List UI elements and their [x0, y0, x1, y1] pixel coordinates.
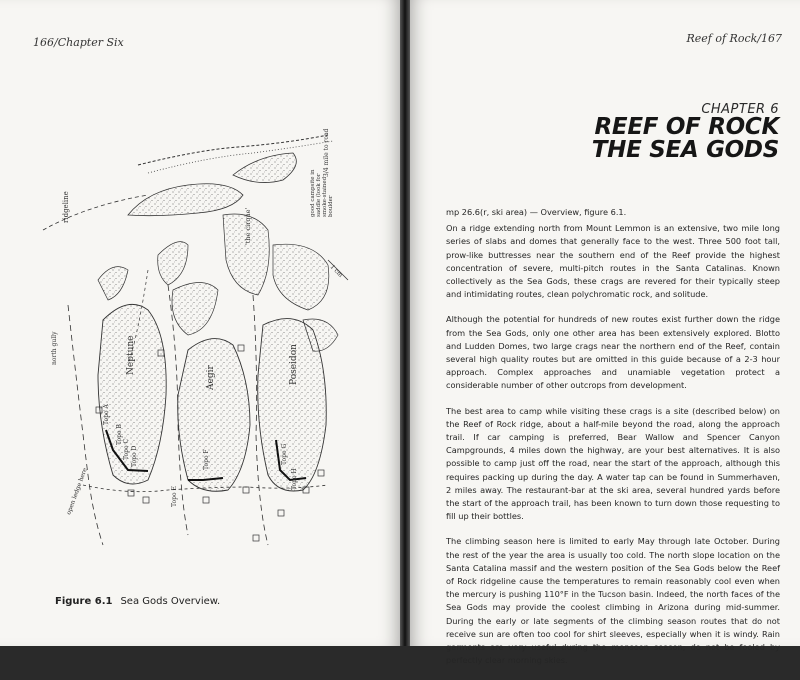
label-open-ledge: open ledge here	[65, 467, 89, 516]
label-campsite-4: boulder	[328, 195, 334, 217]
chapter-body	[446, 206, 780, 680]
label-campsite-3: smoke-stained	[322, 176, 328, 217]
label-topo-d: Topo D	[131, 445, 138, 467]
paragraph-1: On a ridge extending north from Mount Lemmon is an extensive, two mile long series of slabs and domes that generally face to the west. Three 500 foot tall, prow-like buttresses near the southern end of the Reef provide the highest concentration of severe, multi-pitch routes in the Santa Catalinas. Known collectively as the Sea Gods, these crags are revered for their typically steep and intimidating routes, clean polychromatic rock, and solitude.	[446, 223, 780, 300]
label-north-gully: north gully	[51, 331, 58, 365]
ridge-rock	[128, 184, 243, 216]
lead-line: mp 26.6(r, ski area) — Overview, figure 6.1.	[446, 207, 627, 217]
label-poseidon: Poseidon	[289, 344, 299, 385]
label-topo-g: Topo G	[281, 443, 288, 465]
label-campsite-2: saddle (look for	[316, 173, 322, 217]
label-three-quarter-mile: 3/4 mile to road	[323, 128, 330, 177]
left-page	[0, 0, 401, 646]
label-campsite-1: good campsite in	[310, 169, 316, 217]
label-topo-h: Topo H	[291, 468, 298, 490]
label-topo-e: Topo E	[171, 486, 178, 507]
figure-caption-text: Sea Gods Overview.	[120, 596, 221, 607]
paragraph-4: The climbing season here is limited to early May through late October. During the rest of the year the area is usually too cold. The north slope location on the Santa Catalina massif and the western position of the Sea Gods below the Reef of Rock ridgeline cause the temperatures to remain reasonably cool even when the mercury is pushing 110°F in the Tucson basin. Indeed, the north faces of the Sea Gods may provide the coolest climbing in Arizona during mid-summer. During the early or late segments of the climbing season routes that do not receive sun are often too cool for shirt sleeves, especially when it is windy. Rain garments are very useful during the monsoon season; do not be fooled by perfectly clear morning skies.	[446, 536, 780, 666]
figure-caption	[55, 596, 220, 607]
chapter-title	[592, 116, 779, 162]
scale-label: 1 cm	[328, 263, 344, 279]
right-running-head: Reef of Rock/167	[686, 32, 782, 45]
aegir-crag	[178, 339, 250, 492]
label-topo-a: Topo A	[103, 404, 110, 425]
chapter-label: CHAPTER 6	[701, 102, 779, 117]
paragraph-2: Although the potential for hundreds of new routes exist further down the ridge from the Sea Gods, only one other area has been extensively explored. Blotto and Ludden Domes, two large crags near the northern end of the Reef, contain several high quality routes but are omitted in this guide because of a 2-3 hour approach. Complex approaches and unamiable vegetation protect a considerable number of other outcrops from development.	[446, 314, 780, 391]
paragraph-3: The best area to camp while visiting these crags is a site (described below) on the Reef of Rock ridge, about a half-mile beyond the road, along the approach trail. If car camping is preferred, Bear Wallow and Spencer Canyon Campgrounds, 4 miles down the highway, are your best alternatives. It is also possible to camp just off the road, near the start of the approach, although this requires packing up during the day. A water tap can be found in Summerhaven, 2 miles away. The restaurant-bar at the ski area, several hundred yards before the start of the approach trail, has been known to turn down those requesting to fill up their bottles.	[446, 405, 780, 522]
label-ridgeline: ridgeline	[62, 191, 70, 223]
figure-caption-label: Figure 6.1	[55, 596, 113, 607]
chapter-title-line-1: REEF OF ROCK	[594, 114, 779, 140]
label-neptune: Neptune	[126, 335, 136, 375]
left-running-head: 166/Chapter Six	[33, 36, 124, 49]
label-topo-f: Topo F	[203, 449, 210, 470]
chapter-title-line-2: THE SEA GODS	[591, 137, 779, 163]
label-topo-c: Topo C	[123, 438, 130, 460]
label-aegir: Aegir	[206, 365, 216, 390]
label-the-cirque: 'the cirque'	[244, 207, 252, 245]
sea-gods-overview-map	[28, 95, 393, 585]
label-topo-b: Topo B	[116, 424, 123, 445]
book-gutter	[400, 0, 410, 646]
approach-trail	[138, 135, 328, 165]
